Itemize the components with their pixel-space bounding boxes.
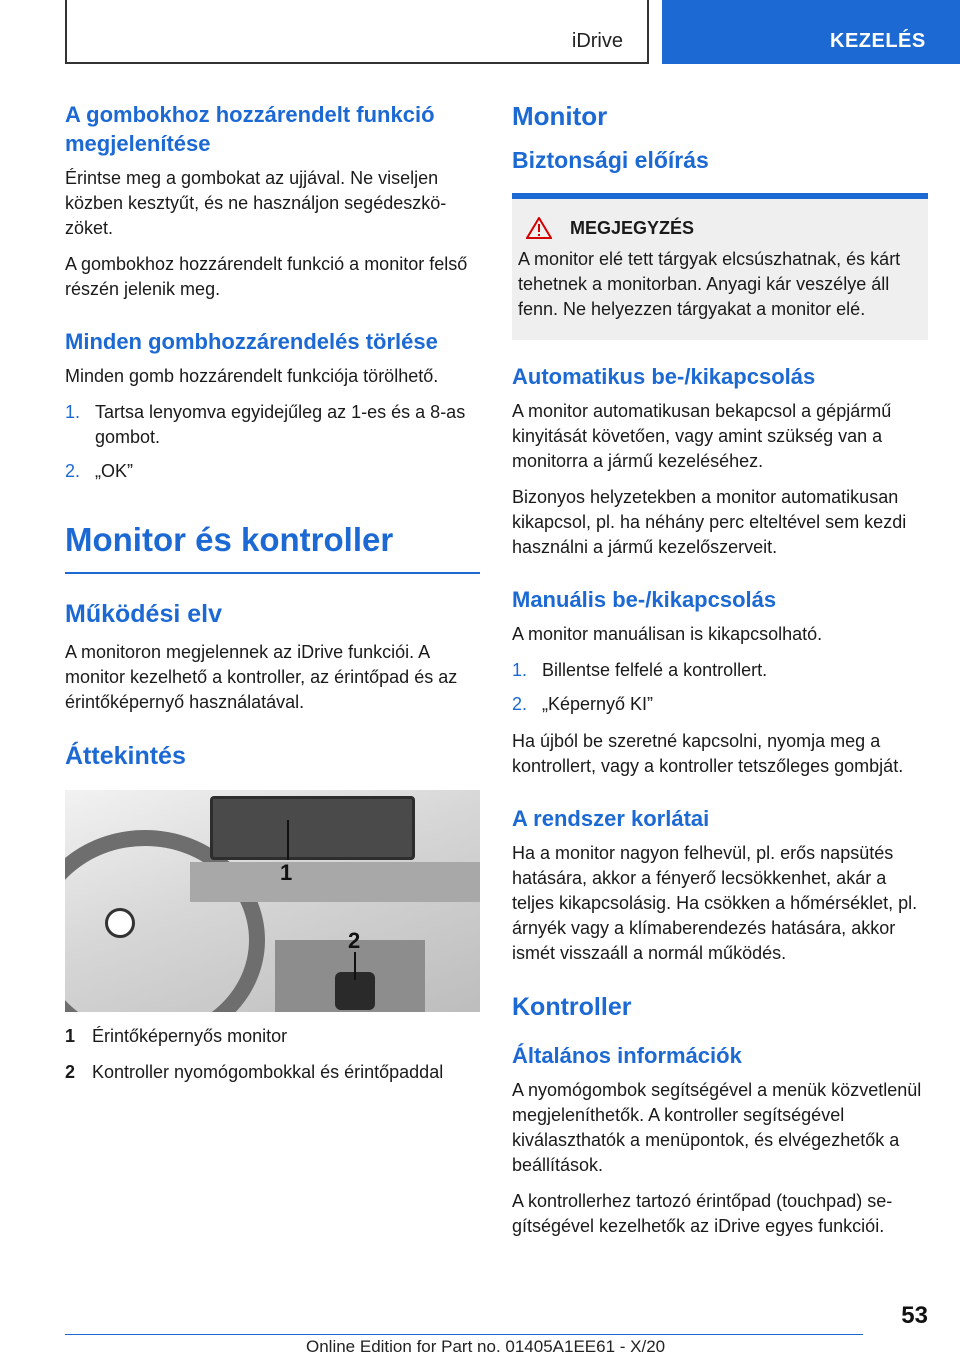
monitor-shape (210, 796, 415, 860)
list-item: 2. „OK” (65, 461, 133, 481)
steering-hub-logo (105, 908, 135, 938)
list-item: 1. Billentse felfelé a kontrollert. (512, 660, 768, 680)
paragraph-general-2: A kontrollerhez tartozó érintőpad (touchpad) segítségével kezelhetők az iDrive egyes funkciói. (512, 1191, 893, 1236)
paragraph-limits: Ha a monitor nagyon felhevül, pl. erős napsütés hatására, akkor a fényerő lecsökkenhet, akár a teljes kikapcsolásig. Ha csökken a hőmérséklet, pl. árnyék vagy a klímaberendezés hatására, akkor ismét visszaáll a normál működés. (512, 843, 918, 963)
header-section-title: iDrive (571, 30, 623, 52)
left-column (65, 100, 480, 1096)
heading-auto-onoff: Automatikus be-/kikapcsolás (512, 364, 816, 389)
legend-row: 2 Kontroller nyomógombokkal és érintőpaddal (65, 1062, 444, 1082)
footer-divider (65, 1334, 863, 1335)
paragraph-manual: A monitor manuálisan is kikapcsolható. (512, 624, 823, 644)
heading-controller: Kontroller (512, 993, 632, 1021)
heading-monitor-and-controller: Monitor és kontroller (65, 518, 480, 574)
heading-system-limits: A rendszer korlátai (512, 806, 710, 831)
heading-general-info: Általános információk (512, 1043, 742, 1068)
paragraph-assigned-2: A gombokhoz hozzárendelt funkció a monitor felső részén jelenik meg. (65, 254, 468, 299)
callout-line-2 (354, 952, 356, 980)
paragraph-auto-1: A monitor automatikusan bekapcsol a gépjármű kinyitását követően, vagy amint szükség van a monitorra a jármű kezeléséhez. (512, 401, 892, 471)
warning-icon (526, 217, 552, 239)
paragraph-auto-2: Bizonyos helyzetekben a monitor automatikusan kikapcsol, pl. ha néhány perc elteltével sem kezdi használni a jármű kezelőszerveit. (512, 487, 907, 557)
notice-title: MEGJEGYZÉS (518, 217, 922, 239)
manual-steps-list (512, 658, 928, 717)
paragraph-general-1: A nyomógombok segítségével a menük közvetlenül megjeleníthetők. A kontroller segítségével kiválaszthatók a menüpontok, és elvégezhetők a beállítások. (512, 1080, 922, 1175)
delete-steps-list (65, 400, 480, 484)
list-item: 1. Tartsa lenyomva egyidejűleg az 1-es és a 8-as gombot. (65, 402, 466, 447)
cockpit-figure (65, 790, 480, 1012)
heading-assigned-function: A gombokhoz hozzárendelt funkció megjelenítése (65, 102, 435, 156)
paragraph-assigned-1: Érintse meg a gombokat az ujjával. Ne viseljen közben kesztyűt, és ne használjon segédeszközöket. (65, 168, 447, 238)
figure-callout-2: 2 (348, 928, 361, 953)
paragraph-principle: A monitoron megjelennek az iDrive funkciói. A monitor kezelhető a kontroller, az érintőpad és az érintőképernyő használatával. (65, 642, 458, 712)
figure-callout-1: 1 (280, 860, 293, 885)
list-item: 2. „Képernyő KI” (512, 694, 654, 714)
heading-safety: Biztonsági előírás (512, 147, 709, 173)
notice-box (512, 193, 928, 340)
heading-delete-assignments: Minden gombhozzárendelés törlése (65, 329, 438, 354)
notice-text: A monitor elé tett tárgyak elcsúszhatnak, és kárt tehetnek a monitorban. Anyagi kár veszélye áll fenn. Ne helyezzen tárgyakat a monitor elé. (518, 249, 901, 319)
heading-operating-principle: Működési elv (65, 600, 222, 628)
right-column (512, 100, 928, 1250)
paragraph-manual-2: Ha újból be szeretné kapcsolni, nyomja meg a kontrollert, vagy a kontroller tetszőleges gombját. (512, 731, 904, 776)
dashboard-shape (190, 862, 480, 902)
heading-monitor: Monitor (512, 101, 608, 131)
callout-line-1 (287, 820, 289, 860)
legend-row: 1 Érintőképernyős monitor (65, 1026, 288, 1046)
figure-legend (65, 1024, 480, 1085)
header-chapter-tab: KEZELÉS (662, 0, 960, 64)
header-box (65, 0, 649, 64)
footer-edition-text: Online Edition for Part no. 01405A1EE61 - X/20 (306, 1337, 666, 1356)
page-number: 53 (901, 1302, 928, 1329)
paragraph-delete: Minden gomb hozzárendelt funkciója törölhető. (65, 366, 439, 386)
heading-overview: Áttekintés (65, 742, 186, 770)
heading-manual-onoff: Manuális be-/kikapcsolás (512, 587, 777, 612)
